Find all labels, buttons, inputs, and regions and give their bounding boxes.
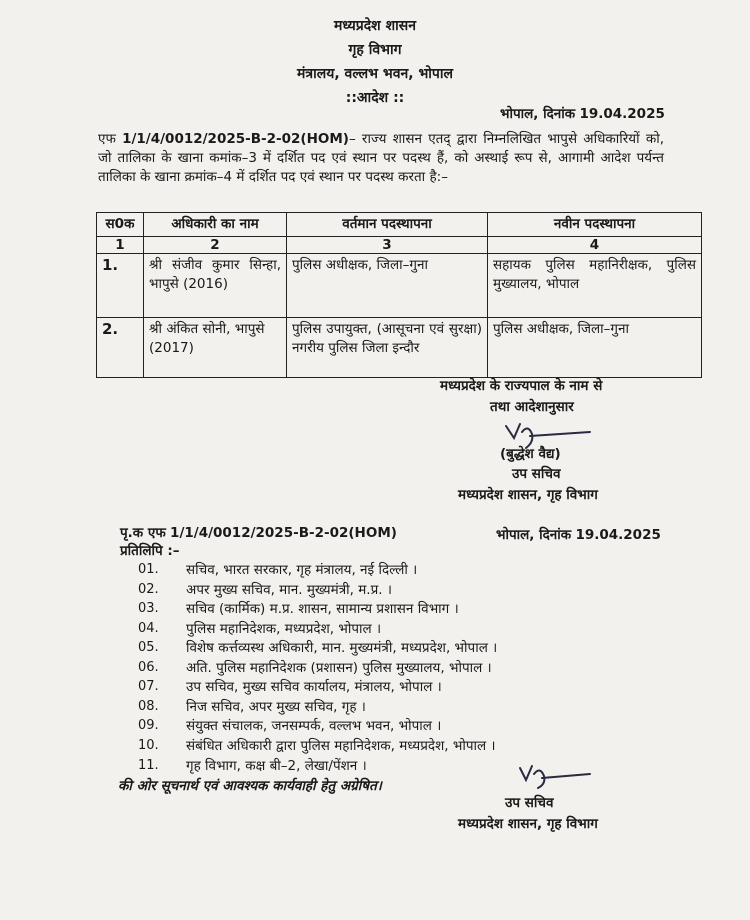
col-header-current: वर्तमान पदस्थापना bbox=[287, 213, 488, 237]
endorsement-department: मध्यप्रदेश शासन, गृह विभाग bbox=[458, 816, 598, 832]
table-row bbox=[97, 318, 702, 378]
list-item-number: 01. bbox=[138, 562, 159, 577]
col-header-sno: स0क bbox=[97, 213, 144, 237]
list-item: गृह विभाग, कक्ष बी–2, लेखा/पेंशन । bbox=[186, 758, 367, 774]
signature-mark-2 bbox=[514, 762, 594, 792]
cell-new-posting: पुलिस अधीक्षक, जिला–गुना bbox=[488, 318, 702, 378]
list-item: संयुक्त संचालक, जनसम्पर्क, वल्लभ भवन, भोपाल । bbox=[186, 718, 442, 734]
cell-current-posting: पुलिस उपायुक्त, (आसूचना एवं सुरक्षा) नगरीय पुलिस जिला इन्दौर bbox=[287, 318, 488, 378]
col-header-new: नवीन पदस्थापना bbox=[488, 213, 702, 237]
list-item-number: 11. bbox=[138, 758, 159, 773]
copy-to-label: प्रतिलिपि :– bbox=[120, 543, 180, 559]
endorsement-designation: उप सचिव bbox=[505, 795, 554, 811]
list-item-number: 03. bbox=[138, 601, 159, 616]
cell-name: श्री संजीव कुमार सिन्हा, भापुसे (2016) bbox=[144, 254, 287, 318]
endorsement-file-line bbox=[120, 523, 397, 541]
posting-table bbox=[96, 212, 702, 378]
list-item: उप सचिव, मुख्य सचिव कार्यालय, मंत्रालय, भोपाल । bbox=[186, 679, 442, 695]
list-item-number: 02. bbox=[138, 582, 159, 597]
cell-new-posting: सहायक पुलिस महानिरीक्षक, पुलिस मुख्यालय, भोपाल bbox=[488, 254, 702, 318]
header-order-title: ::आदेश :: bbox=[345, 90, 405, 106]
authority-line-1: मध्यप्रदेश के राज्यपाल के नाम से bbox=[440, 378, 603, 394]
signatory-name: (बुद्धेश वैद्य) bbox=[500, 446, 561, 462]
col-number: 3 bbox=[287, 237, 488, 254]
list-item: सचिव, भारत सरकार, गृह मंत्रालय, नई दिल्ली । bbox=[186, 562, 418, 578]
order-paragraph bbox=[98, 130, 664, 187]
order-prefix: एफ bbox=[98, 131, 116, 147]
authority-line-2: तथा आदेशानुसार bbox=[490, 399, 574, 415]
list-item-number: 09. bbox=[138, 718, 159, 733]
cell-sno: 1. bbox=[97, 254, 144, 318]
col-number: 1 bbox=[97, 237, 144, 254]
list-item: संबंधित अधिकारी द्वारा पुलिस महानिदेशक, मध्यप्रदेश, भोपाल । bbox=[186, 738, 496, 754]
list-item-number: 04. bbox=[138, 621, 159, 636]
endorsement-file-number: 1/1/4/0012/2025-B-2-02(HOM) bbox=[170, 525, 397, 541]
list-item: सचिव (कार्मिक) म.प्र. शासन, सामान्य प्रशासन विभाग । bbox=[186, 601, 459, 617]
list-item: विशेष कर्त्तव्यस्थ अधिकारी, मान. मुख्यमंत्री, मध्यप्रदेश, भोपाल । bbox=[186, 640, 498, 656]
cell-current-posting: पुलिस अधीक्षक, जिला–गुना bbox=[287, 254, 488, 318]
list-item: अति. पुलिस महानिदेशक (प्रशासन) पुलिस मुख्यालय, भोपाल । bbox=[186, 660, 492, 676]
table-row bbox=[97, 254, 702, 318]
endorsement-date: 19.04.2025 bbox=[575, 527, 661, 543]
order-file-number: 1/1/4/0012/2025-B-2-02(HOM) bbox=[122, 131, 349, 147]
endorsement-date-line bbox=[496, 525, 661, 543]
order-date-label: भोपाल, दिनांक bbox=[500, 106, 576, 122]
table-header-row bbox=[97, 213, 702, 237]
header-govt: मध्यप्रदेश शासन bbox=[334, 18, 416, 34]
header-dept: गृह विभाग bbox=[348, 42, 402, 58]
forwarding-note: की ओर सूचनार्थ एवं आवश्यक कार्यवाही हेतु अग्रेषित। bbox=[118, 778, 382, 794]
order-text: – राज्य शासन एतद् द्वारा निम्नलिखित भापुसे अधिकारियों को, जो तालिका के खाना कमांक–3 में दर्शित पद एवं स्थान पर पदस्थ हैं, को अस्थाई रूप से, आगामी आदेश पर्यन्त तालिका के खाना क्रमांक–4 में दर्शित पद एवं स्थान पर पदस्थ करता है:– bbox=[98, 131, 664, 185]
table-number-row bbox=[97, 237, 702, 254]
col-number: 2 bbox=[144, 237, 287, 254]
list-item-number: 08. bbox=[138, 699, 159, 714]
signatory-designation: उप सचिव bbox=[512, 466, 561, 482]
list-item: अपर मुख्य सचिव, मान. मुख्यमंत्री, म.प्र. । bbox=[186, 582, 392, 598]
list-item: निज सचिव, अपर मुख्य सचिव, गृह । bbox=[186, 699, 366, 715]
order-date-line bbox=[500, 104, 665, 122]
header-address: मंत्रालय, वल्लभ भवन, भोपाल bbox=[297, 66, 453, 82]
list-item-number: 10. bbox=[138, 738, 159, 753]
list-item-number: 07. bbox=[138, 679, 159, 694]
col-number: 4 bbox=[488, 237, 702, 254]
endorsement-prefix: पृ.क एफ bbox=[120, 525, 166, 541]
list-item-number: 05. bbox=[138, 640, 159, 655]
cell-name: श्री अंकित सोनी, भापुसे (2017) bbox=[144, 318, 287, 378]
endorsement-date-label: भोपाल, दिनांक bbox=[496, 527, 572, 543]
list-item: पुलिस महानिदेशक, मध्यप्रदेश, भोपाल । bbox=[186, 621, 382, 637]
col-header-name: अधिकारी का नाम bbox=[144, 213, 287, 237]
cell-sno: 2. bbox=[97, 318, 144, 378]
order-date: 19.04.2025 bbox=[579, 106, 665, 122]
signatory-department: मध्यप्रदेश शासन, गृह विभाग bbox=[458, 487, 598, 503]
list-item-number: 06. bbox=[138, 660, 159, 675]
